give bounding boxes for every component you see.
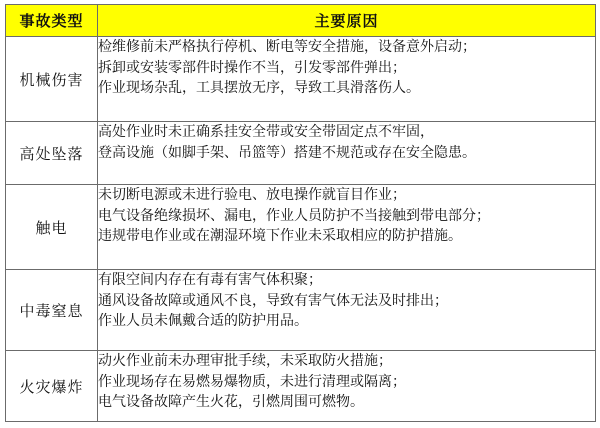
cause-line: 电气设备故障产生火花，引燃周围可燃物。 bbox=[98, 394, 364, 410]
cause-cell bbox=[98, 122, 596, 185]
cause-line: 违规带电作业或在潮湿环境下作业未采取相应的防护措施。 bbox=[98, 228, 462, 244]
accident-type-cell: 高处坠落 bbox=[6, 122, 98, 185]
accident-cause-table bbox=[5, 4, 596, 422]
cause-cell bbox=[98, 351, 596, 422]
cause-cell bbox=[98, 37, 596, 122]
cause-line: 检维修前未严格执行停机、断电等安全措施，设备意外启动； bbox=[98, 39, 476, 55]
accident-type-cell: 机械伤害 bbox=[6, 37, 98, 122]
cause-line: 高处作业时未正确系挂安全带或安全带固定点不牢固， bbox=[98, 124, 434, 140]
cause-line: 作业现场存在易燃易爆物质，未进行清理或隔离； bbox=[98, 373, 406, 390]
cause-line: 拆卸或安装零部件时操作不当，引发零部件弹出； bbox=[98, 59, 406, 76]
cause-line: 登高设施（如脚手架、吊篮等）搭建不规范或存在安全隐患。 bbox=[98, 144, 476, 161]
header-main-cause: 主要原因 bbox=[98, 5, 596, 37]
cause-line: 作业现场杂乱，工具摆放无序，导致工具滑落伤人。 bbox=[98, 80, 420, 96]
cause-cell bbox=[98, 185, 596, 270]
cause-cell bbox=[98, 270, 596, 351]
table-row bbox=[6, 122, 596, 185]
table-row bbox=[6, 185, 596, 270]
cause-line: 有限空间内存在有毒有害气体积聚； bbox=[98, 272, 322, 288]
table-header-row bbox=[6, 5, 596, 37]
header-accident-type: 事故类型 bbox=[6, 5, 98, 37]
table-row bbox=[6, 270, 596, 351]
cause-line: 未切断电源或未进行验电、放电操作就盲目作业； bbox=[98, 187, 406, 203]
accident-type-cell: 火灾爆炸 bbox=[6, 351, 98, 422]
accident-type-cell: 触电 bbox=[6, 185, 98, 270]
cause-line: 电气设备绝缘损坏、漏电，作业人员防护不当接触到带电部分； bbox=[98, 207, 490, 224]
table-row bbox=[6, 37, 596, 122]
table-row bbox=[6, 351, 596, 422]
cause-line: 通风设备故障或通风不良，导致有害气体无法及时排出； bbox=[98, 292, 448, 309]
accident-type-cell: 中毒窒息 bbox=[6, 270, 98, 351]
cause-line: 动火作业前未办理审批手续，未采取防火措施； bbox=[98, 353, 392, 369]
cause-line: 作业人员未佩戴合适的防护用品。 bbox=[98, 313, 308, 329]
